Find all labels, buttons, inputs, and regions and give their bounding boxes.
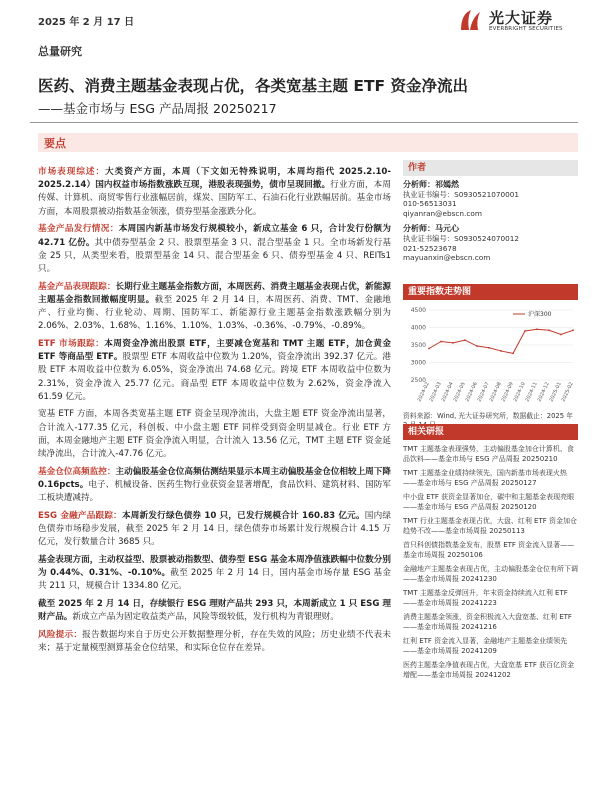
x-tick-label: 2024-07 [476,381,491,403]
x-tick-label: 2025-01 [548,381,563,403]
chart-source-note: 资料来源：Wind, 光大证券研究所，数据截止：2025 年 [403,412,574,420]
x-tick-label: 2024-10 [512,381,527,403]
author-card: 分析师：马元心 执业证书编号：S0930524070012 021-52523678 mayuanxin@ebscn.com [403,224,520,263]
related-report-link[interactable]: 中小盘 ETF 获资金显著加仓，碳中和主题基金表现亮眼——基金市场与 ESG 产品周报 20250120 [403,493,575,511]
y-tick-label: 2500 [410,377,426,384]
section-paragraph: 基金仓位高频监控：主动偏股基金仓位高频估测结果显示本周主动偏股基金仓位相较上周下降 0.16pcts。电子、机械设备、医药生物行业获资金显著增配，食品饮料、建筑材料、国防军工板块遭减持。 [38,466,391,504]
data-point [452,342,454,344]
report-title: 医药、消费主题基金表现占优，各类宽基主题 ETF 资金净流出 [38,77,469,95]
logo-icon [458,6,484,32]
x-tick-label: 2024-11 [524,381,539,403]
data-point [428,348,430,350]
series-line [429,329,573,353]
author-panel [403,160,578,263]
author-section-label: 作者 [403,160,578,176]
section-paragraph: 基金产品表现跟踪：长期行业主题基金指数方面，本周医药、消费主题基金表现占优，新能源主题基金指数回撤幅度明显。截至 2025 年 2 月 14 日，本周医药、消费、TMT、金融地产、行业均衡、行业轮动、周期、国防军工、新能源行业主题基金指数涨跌幅分别为 2.06%、2.03%、1.68%、1.16%、1.10%、1.03%、-0.36%、-0.79%、-0.89%。 [38,281,391,332]
data-point [548,329,550,331]
data-point [524,330,526,332]
section-paragraph: ETF 市场跟踪：本周资金净流出股票 ETF，主要减仓宽基和 TMT 主题 ETF，加仓黄金 ETF 等商品型 ETF。股票型 ETF 本周收益中位数为 1.20%，资金净流出 392.37 亿元。港股 ETF 本周收益中位数为 6.05%，资金净流出 74.68 亿元。跨境 ETF 本周收益中位数为 2.31%，资金净流入 25.77 亿元。商品型 ETF 本周收益中位数为 2.62%，资金净流入 61.59 亿元。 [38,338,391,402]
data-point [488,347,490,349]
summary-label: 要点 [44,137,66,150]
summary-band [38,133,578,152]
data-point [560,334,562,336]
index-chart [403,300,578,410]
data-point [536,328,538,330]
related-report-link[interactable]: TMT 主题基金反弹回升，年末资金持续流入红利 ETF——基金市场周报 20241223 [403,589,568,607]
section-paragraph: 截至 2025 年 2 月 14 日，存续银行 ESG 理财产品共 293 只，本周新成立 1 只 ESG 理财产品。新成立产品为固定收益类产品，风险等级较低，发行机构为青银理财。 [38,599,391,623]
y-tick-label: 4000 [410,324,426,332]
data-point [512,353,514,355]
x-tick-label: 2024-08 [488,381,503,403]
data-point [572,329,574,331]
section-paragraph: ESG 金融产品跟踪：本周新发行绿色债券 10 只，已发行规模合计 160.83 亿元。国内绿色债券市场稳步发展，截至 2025 年 2 月 14 日，绿色债券市场累计发行规模合计 4.15 万亿元，发行数量合计 3685 只。 [38,510,391,548]
data-point [464,339,466,341]
author-card: 分析师：祁嫣然 执业证书编号：S0930521070001 010-56513031 qiyanran@ebscn.com [403,180,520,218]
section-paragraph: 市场表现综述：大类资产方面，本周（下文如无特殊说明，本周均指代 2025.2.10-2025.2.14）国内权益市场指数涨跌互现，港股表现强势，债市呈现回撤。行业方面，本周传媒、计算机、商贸零售行业涨幅居前，煤炭、国防军工、石油石化行业跌幅居前。基金市场方面，本周股票被动指数基金领涨，债券型基金涨跌分化。 [38,167,391,217]
report-subtitle: ——基金市场与 ESG 产品周报 20250217 [38,101,277,116]
x-tick-label: 2024-02 [416,381,431,403]
section-paragraph: 宽基 ETF 方面，本周各类宽基主题 ETF 资金呈现净流出，大盘主题 ETF 资金净流出显著，合计流入-177.35 亿元，科创板、中小盘主题 ETF 同样受到资金明显减仓。行业 ETF 方面，本周金融地产主题 ETF 资金净流入明显，合计流入 13.56 亿元，TMT 主题 ETF 资金延续净流出，合计流入-47.76 亿元。 [38,409,391,460]
x-tick-label: 2024-05 [452,381,467,403]
logo-text-cn: 光大证券 [489,9,554,27]
legend-label: 沪深300 [528,311,552,318]
risk-warning: 风险提示：报告数据均来自于历史公开数据整理分析，存在失效的风险；历史业绩不代表未来；基于定量模型测算基金仓位结果，和实际仓位存在差异。 [38,630,391,654]
related-report-link[interactable]: 首只科创债指数基金发布，股票 ETF 资金流入显著——基金市场周报 20250106 [403,541,575,559]
section-paragraph: 基金产品发行情况：本周国内新基市场发行规模较小，新成立基金 6 只，合计发行份额为 42.71 亿份。其中债券型基金 2 只、股票型基金 3 只、混合型基金 1 只。全市场新发行基金 25 只，从类型来看，股票型基金 14 只、混合型基金 6 只、债券型基金 4 只、REITs1 只。 [38,224,391,274]
related-report-link[interactable]: 消费主题基金领涨，资金积极流入大盘宽基、红利 ETF——基金市场周报 20241216 [403,613,572,631]
related-report-link[interactable]: TMT 行业主题基金表现占优，大盘、红利 ETF 资金加仓趋势不改——基金市场周报 20250113 [403,517,577,535]
related-report-link[interactable]: 医药主题基金净值表现占优，大盘宽基 ETF 获百亿资金增配——基金市场周报 20241202 [403,661,575,679]
related-report-link[interactable]: TMT 主题基金表现强势，主动偏股基金加仓计算机、食品饮料——基金市场与 ESG 产品周报 20250210 [403,445,574,463]
related-section-label: 相关研报 [403,424,578,440]
y-tick-label: 3500 [410,342,426,349]
data-point [476,345,478,347]
index-chart-svg [403,300,578,410]
related-report-link[interactable]: 金融地产主题基金表现占优，主动偏股基金仓位有所下调——基金市场周报 20241230 [403,565,578,583]
x-tick-label: 2024-06 [464,381,479,403]
data-point [440,341,442,343]
chart-section [403,284,578,300]
report-date: 2025 年 2 月 17 日 [38,17,135,28]
x-tick-label: 2024-03 [428,381,443,403]
brand-logo [458,6,578,34]
summary-body [38,166,391,660]
chart-section-label: 重要指数走势图 [403,284,578,300]
data-point [500,350,502,352]
divider [30,122,578,123]
y-tick-label: 3000 [410,359,426,367]
x-tick-label: 2024-04 [440,381,455,403]
x-tick-label: 2024-09 [500,381,515,403]
related-reports [403,424,578,680]
report-category: 总量研究 [38,45,82,58]
y-tick-label: 4500 [410,307,426,314]
related-report-link[interactable]: 红利 ETF 资金流入显著，金融地产主题基金业绩领先——基金市场周报 20241209 [403,637,568,655]
section-paragraph: 基金表现方面，主动权益型、股票被动指数型、债券型 ESG 基金本周净值涨跌幅中位数分别为 0.44%、0.31%、-0.10%。截至 2025 年 2 月 14 日，国内基金市场存量 ESG 基金共 211 只，规模合计 1334.80 亿元。 [38,554,391,592]
related-report-link[interactable]: TMT 主题基金业绩持续领先，国内新基市场表现火热——基金市场与 ESG 产品周报 20250127 [403,469,567,487]
logo-text-en: EVERBRIGHT SECURITIES [489,26,563,32]
x-tick-label: 2025-02 [560,381,575,403]
x-tick-label: 2024-12 [536,381,551,403]
